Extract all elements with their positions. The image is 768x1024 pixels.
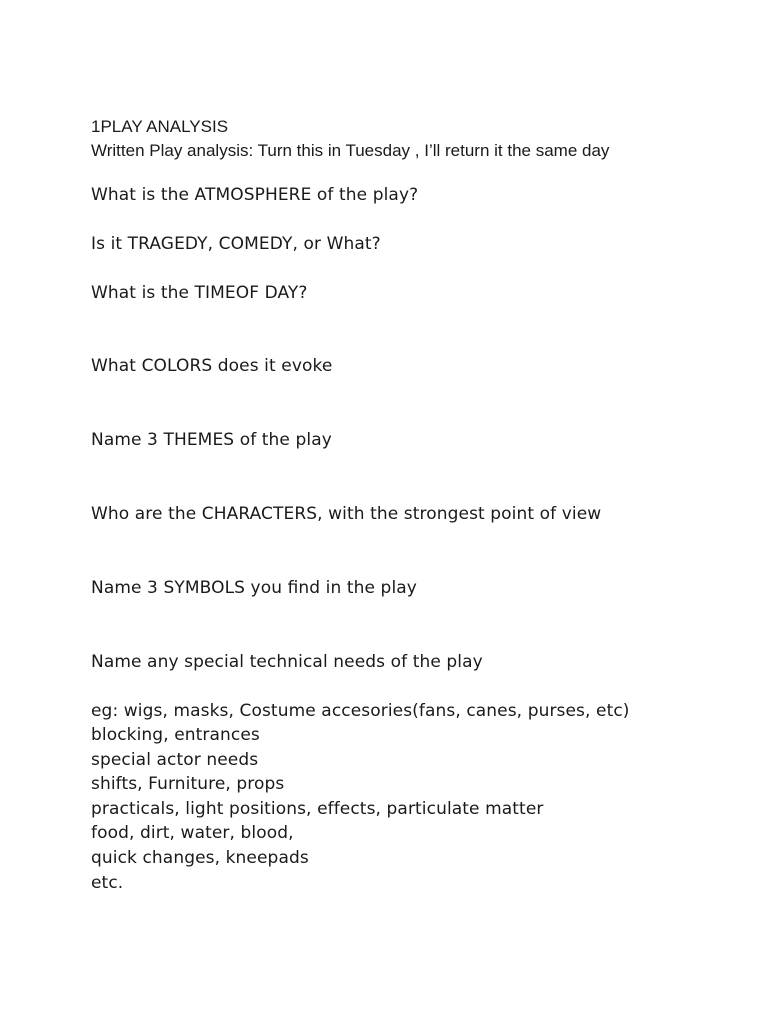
question-themes: Name 3 THEMES of the play [91,430,332,450]
question-genre: Is it TRAGEDY, COMEDY, or What? [91,234,381,254]
question-time-of-day: What is the TIMEOF DAY? [91,283,308,303]
example-line: special actor needs [91,750,259,770]
question-symbols: Name 3 SYMBOLS you ﬁnd in the play [91,578,417,598]
example-line: blocking, entrances [91,725,260,745]
question-characters: Who are the CHARACTERS, with the strongest point of view [91,504,602,524]
example-line: food, dirt, water, blood, [91,823,294,843]
example-line: practicals, light positions, effects, particulate matter [91,799,544,819]
example-line: etc. [91,873,124,893]
example-line: shifts, Furniture, props [91,774,285,794]
example-line: quick changes, kneepads [91,848,309,868]
example-line: eg: wigs, masks, Costume accesories(fans, canes, purses, etc) [91,701,630,721]
question-technical-needs: Name any special technical needs of the play [91,652,483,672]
question-colors: What COLORS does it evoke [91,356,333,376]
instructions-text: Written Play analysis: Turn this in Tuesday , I’ll return it the same day [91,141,610,160]
question-atmosphere: What is the ATMOSPHERE of the play? [91,185,419,205]
document-title: 1PLAY ANALYSIS [91,117,229,136]
